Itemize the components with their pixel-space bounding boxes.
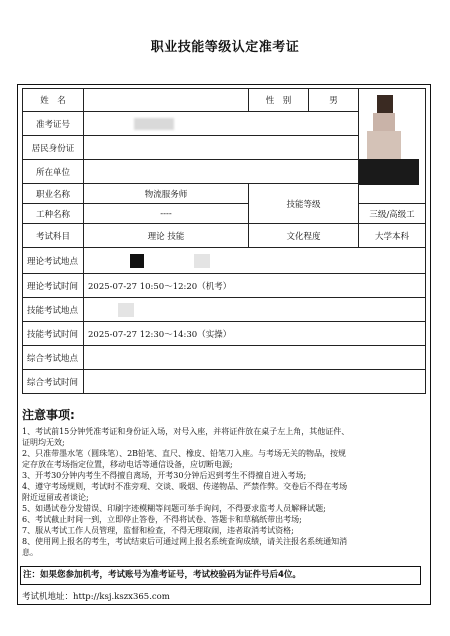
comp-place-label: 综合考试地点: [23, 346, 84, 370]
comp-time-label: 综合考试时间: [23, 370, 84, 394]
gender-label: 性 别: [249, 89, 309, 112]
skill-place-label: 技能考试地点: [23, 298, 84, 322]
note-line: 5、如遇试卷分发错误、印刷字迹模糊等问题可举手询问，不得要求监考人员解释试题;: [22, 504, 326, 513]
unit-label: 所在单位: [23, 160, 84, 184]
photo: [359, 89, 426, 204]
type-value: ----: [84, 204, 249, 224]
type-label: 工种名称: [23, 204, 84, 224]
note-line: 6、考试截止时间一到，立即停止答卷，不得将试卷、答题卡和草稿纸带出考场;: [22, 515, 302, 524]
place-blur-light: [194, 254, 210, 268]
edu-value: 大学本科: [359, 224, 426, 248]
job-label: 职业名称: [23, 184, 84, 204]
gender-value: 男: [309, 89, 359, 112]
skill-time-value: 2025-07-27 12:30～14:30（实操）: [84, 322, 426, 346]
note-line: 7、服从考试工作人员管理，监督和检查，不得无理取闹，违者取消考试资格;: [22, 526, 294, 535]
photo-hair: [377, 95, 393, 113]
id-value: [84, 136, 359, 160]
edu-label: 文化程度: [249, 224, 359, 248]
note-line: 3、开考30分钟内考生不得擅自离场，开考30分钟后迟到考生不得擅自进入考场;: [22, 471, 307, 480]
photo-body: [359, 159, 419, 185]
name-label: 姓 名: [23, 89, 84, 112]
info-table: [22, 88, 426, 394]
exam-site-address: 考试机地址：http://ksj.kszx365.com: [22, 592, 170, 602]
note-line: 定存放在考场指定位置，移动电话等通信设备，应切断电源;: [22, 460, 233, 469]
photo-face: [373, 113, 395, 131]
id-label: 居民身份证: [23, 136, 84, 160]
note-line: 附近逗留或者谈论;: [22, 493, 89, 502]
notes-list: [22, 426, 425, 558]
comp-time-value: [84, 370, 426, 394]
note-line: 8、使用网上报名的考生，考试结束后可通过网上报名系统查询成绩，请关注报名系统通知消: [22, 537, 348, 546]
note-line: 证明均无效;: [22, 438, 65, 447]
note-line: 4、遵守考场规则，考试时不准旁观、交谈、吸烟、传递物品、严禁作弊。交卷后不得在考场: [22, 482, 348, 491]
skill-place-value: [84, 298, 426, 322]
page-title: 职业技能等级认定准考证: [150, 40, 300, 55]
theory-time-label: 理论考试时间: [23, 274, 84, 298]
comp-place-value: [84, 346, 426, 370]
note-line: 息。: [22, 548, 38, 557]
notes-title: 注意事项:: [22, 408, 75, 422]
photo-neck: [367, 131, 401, 161]
note-line: 1、考试前15分钟凭准考证和身份证入场，对号入座，并将证件放在桌子左上角，其他证件、: [22, 427, 350, 436]
theory-place-label: 理论考试地点: [23, 248, 84, 274]
job-value: 物流服务师: [84, 184, 249, 204]
subject-label: 考试科目: [23, 224, 84, 248]
theory-time-value: 2025-07-27 10:50～12:20（机考）: [84, 274, 426, 298]
unit-value: [84, 160, 359, 184]
note-line: 2、只准带墨水笔（圆珠笔）、2B铅笔、直尺、橡皮、铅笔刀入座。与考场无关的物品，按规: [22, 449, 347, 458]
skill-time-label: 技能考试时间: [23, 322, 84, 346]
ticket-value: [84, 112, 359, 136]
ticket-label: 准考证号: [23, 112, 84, 136]
level-value: 三级/高级工: [359, 204, 426, 224]
ticket-blur: [134, 118, 174, 130]
machine-exam-note: 注：如果您参加机考，考试账号为准考证号，考试校验码为证件号后4位。: [20, 566, 421, 585]
name-value: [84, 89, 249, 112]
subject-value: 理论 技能: [84, 224, 249, 248]
skill-place-blur: [118, 303, 134, 317]
level-label: 技能等级: [249, 184, 359, 224]
place-blur-dark: [130, 254, 144, 268]
theory-place-value: [84, 248, 426, 274]
